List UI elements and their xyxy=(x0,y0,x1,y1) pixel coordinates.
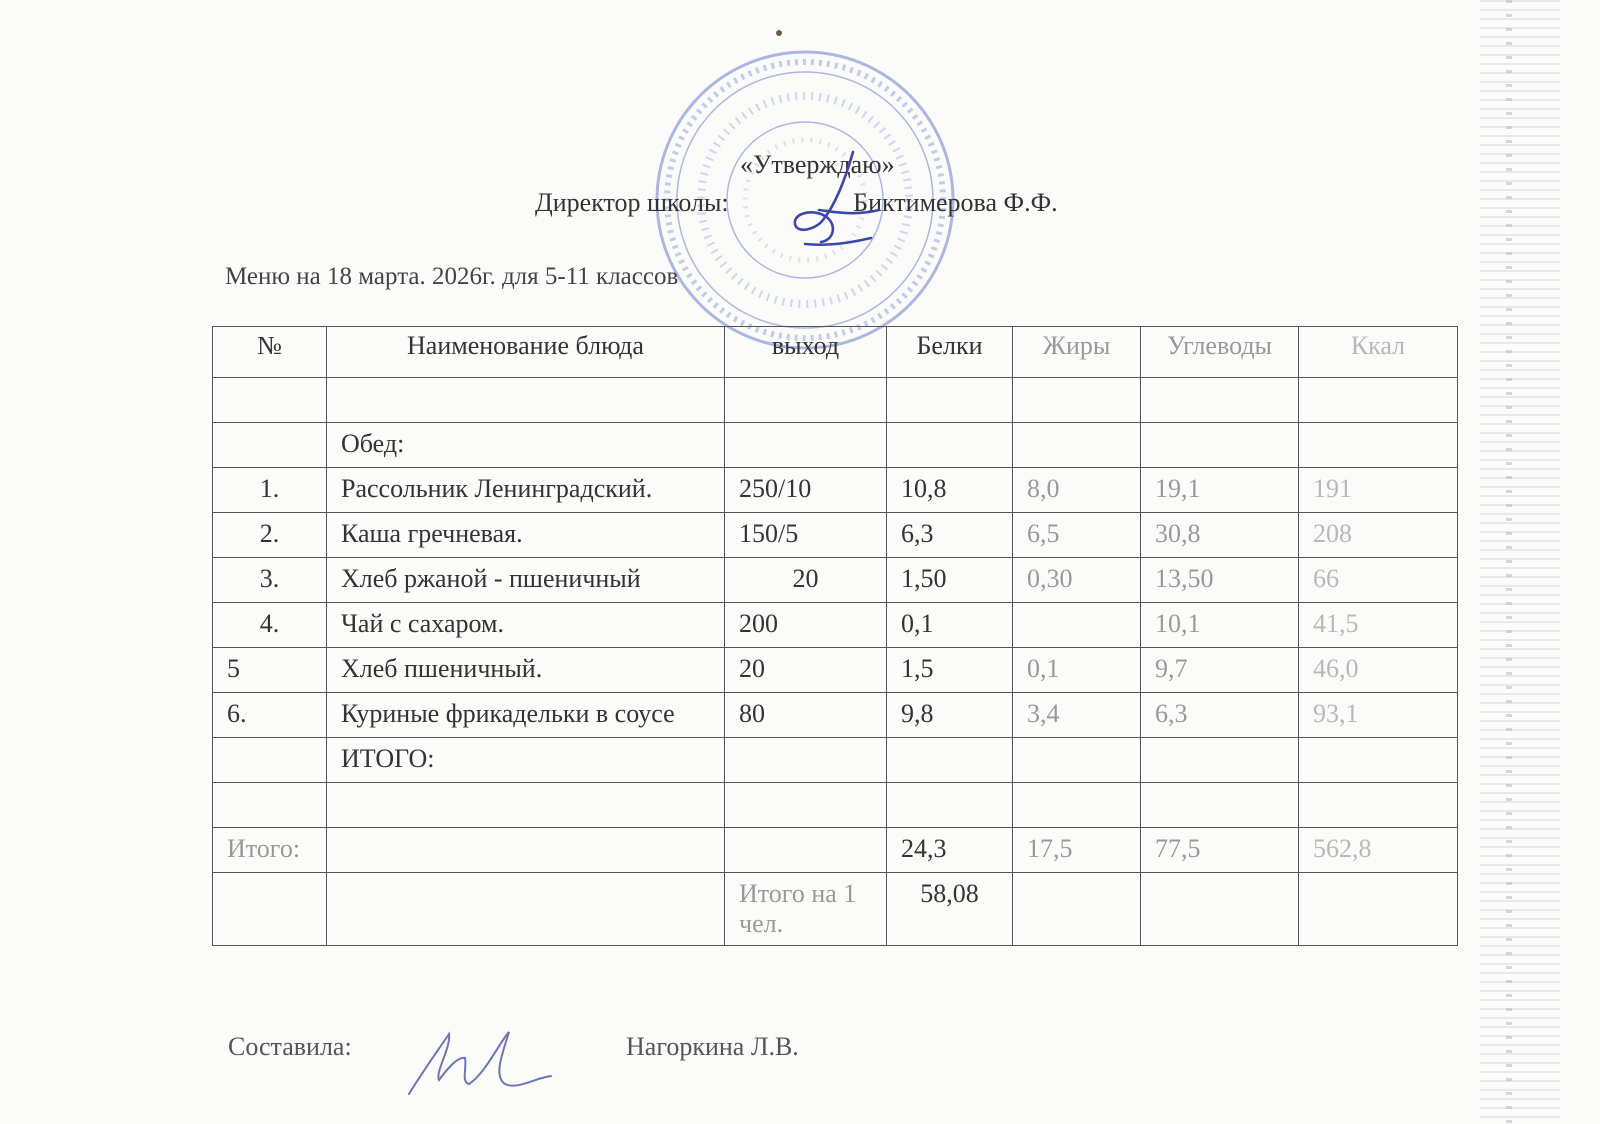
table-row xyxy=(213,648,1458,693)
menu-table xyxy=(212,326,1458,946)
row-output: 150/5 xyxy=(725,513,887,558)
header-dish-name: Наименование блюда xyxy=(327,327,725,378)
row-num: 4. xyxy=(213,603,327,648)
compiler-line xyxy=(228,1032,799,1062)
row-protein: 9,8 xyxy=(887,693,1013,738)
row-protein: 1,50 xyxy=(887,558,1013,603)
row-dish-name: Куриные фрикадельки в соусе xyxy=(327,693,725,738)
table-row-itogo-caps xyxy=(213,738,1458,783)
row-kcal: 208 xyxy=(1299,513,1458,558)
row-dish-name: Рассольник Ленинградский. xyxy=(327,468,725,513)
total-kcal: 562,8 xyxy=(1299,828,1458,873)
row-num: 1. xyxy=(213,468,327,513)
total-label: Итого: xyxy=(213,828,327,873)
scan-edge-artifact xyxy=(1480,0,1560,1124)
row-output: 200 xyxy=(725,603,887,648)
total-carbs: 77,5 xyxy=(1141,828,1299,873)
row-kcal: 41,5 xyxy=(1299,603,1458,648)
row-fat xyxy=(1013,603,1141,648)
row-protein: 10,8 xyxy=(887,468,1013,513)
header-protein: Белки xyxy=(887,327,1013,378)
row-fat: 6,5 xyxy=(1013,513,1141,558)
row-fat: 0,1 xyxy=(1013,648,1141,693)
per-person-label: Итого на 1 чел. xyxy=(725,873,887,946)
row-carbs: 19,1 xyxy=(1141,468,1299,513)
table-row-per-person xyxy=(213,873,1458,946)
compiler-label: Составила: xyxy=(228,1032,352,1061)
row-carbs: 9,7 xyxy=(1141,648,1299,693)
table-row-total xyxy=(213,828,1458,873)
row-num: 5 xyxy=(213,648,327,693)
director-label: Директор школы: xyxy=(535,188,729,217)
menu-title: Меню на 18 марта. 2026г. для 5-11 классов xyxy=(225,263,679,290)
table-row xyxy=(213,513,1458,558)
row-carbs: 6,3 xyxy=(1141,693,1299,738)
row-num: 6. xyxy=(213,693,327,738)
row-dish-name: Хлеб ржаной - пшеничный xyxy=(327,558,725,603)
row-carbs: 30,8 xyxy=(1141,513,1299,558)
row-fat: 3,4 xyxy=(1013,693,1141,738)
approval-label: «Утверждаю» xyxy=(740,150,895,179)
total-protein: 24,3 xyxy=(887,828,1013,873)
scan-edge-line-artifact xyxy=(1506,0,1512,1124)
row-dish-name: Чай с сахаром. xyxy=(327,603,725,648)
table-row xyxy=(213,603,1458,648)
table-row xyxy=(213,693,1458,738)
director-name: Биктимерова Ф.Ф. xyxy=(853,188,1058,217)
row-output: 20 xyxy=(725,648,887,693)
header-num: № xyxy=(213,327,327,378)
director-signature-icon xyxy=(775,150,885,260)
row-kcal: 46,0 xyxy=(1299,648,1458,693)
row-kcal: 191 xyxy=(1299,468,1458,513)
row-kcal: 66 xyxy=(1299,558,1458,603)
row-protein: 1,5 xyxy=(887,648,1013,693)
row-num: 3. xyxy=(213,558,327,603)
row-fat: 8,0 xyxy=(1013,468,1141,513)
per-person-value: 58,08 xyxy=(887,873,1013,946)
table-row-empty xyxy=(213,378,1458,423)
section-label: Обед: xyxy=(327,423,725,468)
row-output: 250/10 xyxy=(725,468,887,513)
table-row-empty xyxy=(213,783,1458,828)
header-carbs: Углеводы xyxy=(1141,327,1299,378)
row-fat: 0,30 xyxy=(1013,558,1141,603)
row-protein: 0,1 xyxy=(887,603,1013,648)
row-dish-name: Хлеб пшеничный. xyxy=(327,648,725,693)
itogo-caps-label: ИТОГО: xyxy=(327,738,725,783)
table-row-section xyxy=(213,423,1458,468)
scan-dot-artifact xyxy=(776,30,782,36)
row-carbs: 10,1 xyxy=(1141,603,1299,648)
header-kcal: Ккал xyxy=(1299,327,1458,378)
total-fat: 17,5 xyxy=(1013,828,1141,873)
row-protein: 6,3 xyxy=(887,513,1013,558)
row-carbs: 13,50 xyxy=(1141,558,1299,603)
row-num: 2. xyxy=(213,513,327,558)
compiler-name: Нагоркина Л.В. xyxy=(626,1032,799,1061)
table-header-row xyxy=(213,327,1458,378)
table-row xyxy=(213,468,1458,513)
header-output: выход xyxy=(725,327,887,378)
row-kcal: 93,1 xyxy=(1299,693,1458,738)
row-output: 80 xyxy=(725,693,887,738)
header-fat: Жиры xyxy=(1013,327,1141,378)
row-output: 20 xyxy=(725,558,887,603)
compiler-signature-icon xyxy=(405,1028,555,1098)
row-dish-name: Каша гречневая. xyxy=(327,513,725,558)
table-row xyxy=(213,558,1458,603)
